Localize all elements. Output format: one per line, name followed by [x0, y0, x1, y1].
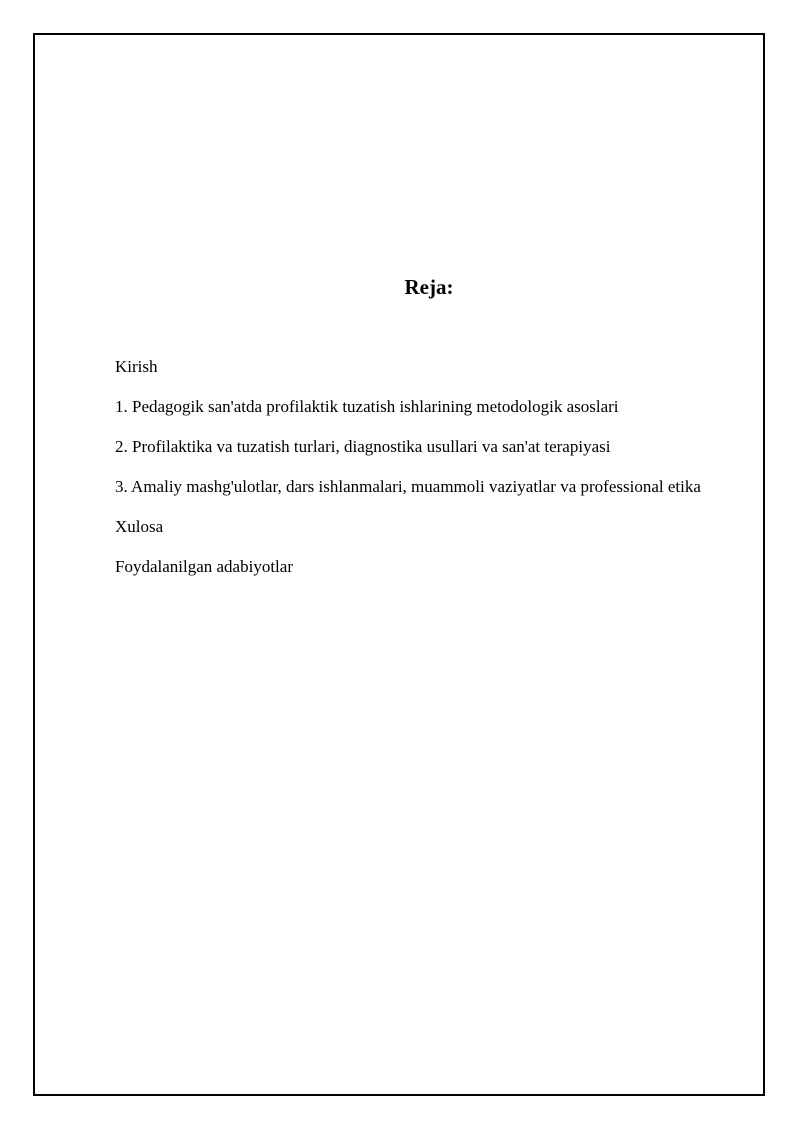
- toc-item-conclusion: Xulosa: [115, 517, 164, 536]
- toc-item-chapter-3: 3. Amaliy mashg'ulotlar, dars ishlanmalari, muammoli vaziyatlar va professional etika: [115, 477, 701, 496]
- toc-item-chapter-2: 2. Profilaktika va tuzatish turlari, diagnostika usullari va san'at terapiyasi: [115, 437, 611, 456]
- toc-item-chapter-1: 1. Pedagogik san'atda profilaktik tuzatish ishlarining metodologik asoslari: [115, 397, 619, 416]
- toc-item-introduction: Kirish: [115, 357, 158, 376]
- table-of-contents: [115, 350, 730, 590]
- document-title: Reja:: [404, 275, 454, 299]
- toc-item-references: Foydalanilgan adabiyotlar: [115, 557, 293, 576]
